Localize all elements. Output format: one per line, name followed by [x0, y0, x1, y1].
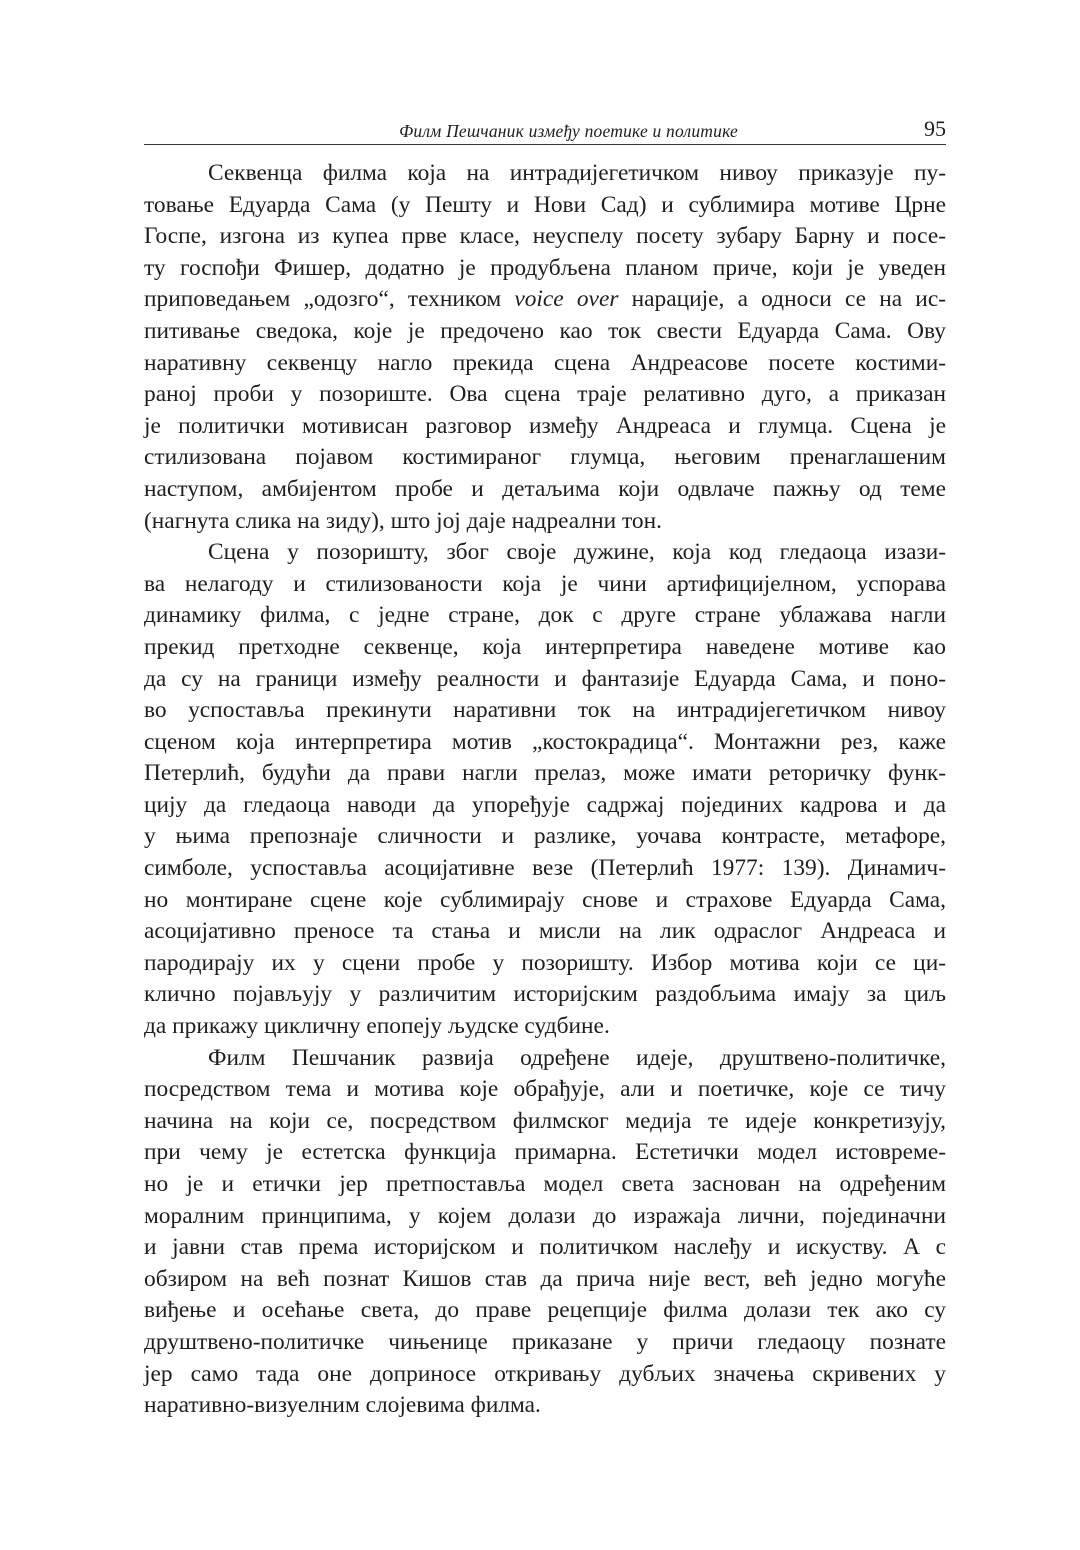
text-line: друштвено-политичке чињенице приказане у причи гледаоцу познате	[144, 1328, 946, 1355]
text-line: Филм Пешчаник развија одређене идеје, друштвено-политичке,	[208, 1044, 946, 1071]
text-line: и јавни став према историјском и политичком наслеђу и искуству. А с	[144, 1234, 946, 1261]
text-line: (нагнута слика на зиду), што јој даје надреални тон.	[144, 507, 662, 534]
text-line: динамику филма, с једне стране, док с друге стране ублажава нагли	[144, 602, 946, 629]
body-text	[144, 158, 946, 1422]
text-line: прекид претходне секвенце, која интерпретира наведене мотиве као	[144, 633, 946, 660]
text-line: но је и етички јер претпоставља модел света заснован на одређеним	[144, 1171, 946, 1197]
text-line: питивање сведока, које је предочено као ток свести Едуарда Сама. Ову	[144, 317, 946, 344]
text-run: нарације, а односи се на ис-	[618, 286, 947, 313]
running-title: Филм Пешчаник између поетике и политике	[399, 121, 738, 141]
text-line: Госпе, изгона из купеа прве класе, неуспелу посету зубару Барну и посе-	[144, 223, 946, 250]
text-line: да су на граници између реалности и фантазије Едуарда Сама, и поно-	[144, 665, 946, 692]
text-line: да прикажу цикличну епопеју људске судбине.	[144, 1013, 610, 1040]
running-header	[144, 112, 946, 145]
text-line: наступом, амбијентом пробе и детаљима који одвлаче пажњу од теме	[144, 475, 946, 502]
text-line: је политички мотивисан разговор између Андреаса и глумца. Сцена је	[144, 412, 946, 439]
text-line: товање Едуарда Сама (у Пешту и Нови Сад) и сублимира мотиве Црне	[144, 191, 946, 218]
italic-term: voice over	[514, 286, 619, 313]
text-line: стилизована појавом костимираног глумца, његовим пренаглашеним	[144, 444, 946, 471]
text-line: ту госпођи Фишер, додатно је продубљена планом приче, који је уведен	[144, 254, 946, 281]
text-line: сценом која интерпретира мотив „костокрадица“. Монтажни рез, каже	[144, 728, 946, 755]
text-line: обзиром на већ познат Кишов став да прича није вест, већ једно могуће	[144, 1265, 946, 1292]
text-line: во успоставља прекинути наративни ток на интрадијегетичком нивоу	[144, 697, 946, 724]
text-line: виђење и осећање света, до праве рецепције филма долази тек ако су	[144, 1297, 946, 1324]
text-line: симболе, успоставља асоцијативне везе (Петерлић 1977: 139). Динамич-	[144, 855, 946, 882]
book-page	[144, 112, 946, 1422]
paragraph	[144, 1043, 946, 1422]
text-line: јер само тада оне доприносе откривању дубљих значења скривених у	[144, 1360, 946, 1387]
text-line: асоцијативно преносе та стања и мисли на лик одраслог Андреаса и	[144, 918, 946, 945]
text-line: ва нелагоду и стилизованости која је чини артифицијелном, успорава	[144, 570, 946, 597]
paragraph	[144, 537, 946, 1043]
text-line: у њима препознаје сличности и разлике, уочава контрасте, метафоре,	[144, 823, 946, 850]
text-line: начина на који се, посредством филмског медија те идеје конкретизују,	[144, 1107, 946, 1134]
text-line: посредством тема и мотива које обрађује, али и поетичке, које се тичу	[144, 1076, 946, 1103]
paragraph	[144, 158, 946, 537]
text-line: моралним принципима, у којем долази до изражаја лични, појединачни	[144, 1202, 946, 1229]
text-line: но монтиране сцене које сублимирају снове и страхове Едуарда Сама,	[144, 886, 946, 913]
text-line: Секвенца филма која на интрадијегетичком нивоу приказује пу-	[208, 160, 946, 186]
text-run: приповедањем „одозго“, техником	[144, 286, 515, 313]
text-line: наративну секвенцу нагло прекида сцена Андреасове посете костими-	[144, 349, 946, 376]
text-line: Петерлић, будући да прави нагли прелаз, може имати реторичку функ-	[144, 760, 946, 787]
text-line: наративно-визуелним слојевима филма.	[144, 1392, 541, 1419]
text-line: Сцена у позоришту, због своје дужине, која код гледаоца изази-	[208, 539, 946, 566]
text-line	[144, 284, 946, 316]
text-line: клично појављују у различитим историјским раздобљима имају за циљ	[144, 981, 946, 1008]
text-line: раној проби у позориште. Ова сцена траје релативно дуго, а приказан	[144, 381, 946, 408]
text-line: цију да гледаоца наводи да упоређује садржај појединих кадрова и да	[144, 791, 946, 818]
text-line: пародирају их у сцени пробе у позоришту. Избор мотива који се ци-	[144, 949, 946, 976]
page-number: 95	[924, 116, 946, 141]
text-line: при чему је естетска функција примарна. Естетички модел истовреме-	[144, 1139, 946, 1166]
